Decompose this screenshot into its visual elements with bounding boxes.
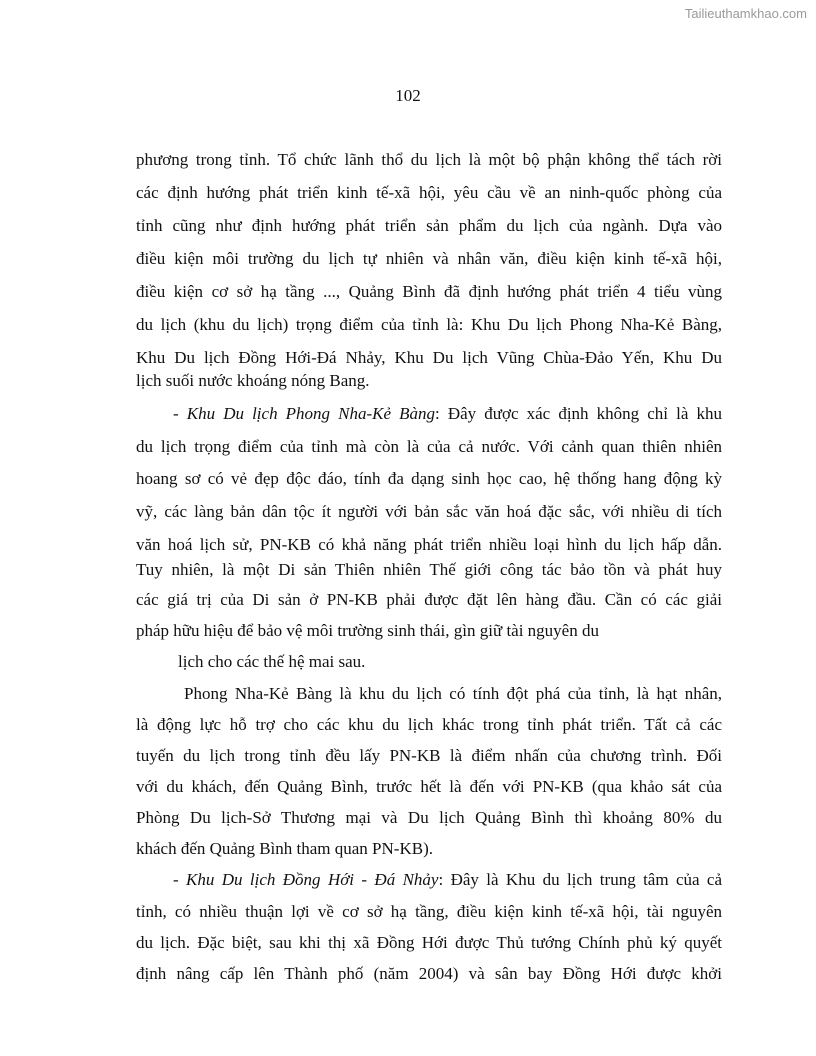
text-line: điều kiện môi trường du lịch tự nhiên và nhân văn, điều kiện kinh tế-xã hội, — [136, 249, 722, 268]
section-heading-line — [173, 404, 722, 424]
text-line: tỉnh, có nhiều thuận lợi về cơ sở hạ tầng, điều kiện kinh tế-xã hội, tài nguyên — [136, 902, 722, 921]
text-line: phương trong tỉnh. Tổ chức lãnh thổ du lịch là một bộ phận không thể tách rời — [136, 150, 722, 169]
text-line: hoang sơ có vẻ đẹp độc đáo, tính đa dạng sinh học cao, hệ thống hang động kỳ — [136, 469, 722, 488]
text-line: Tuy nhiên, là một Di sản Thiên nhiên Thế giới công tác bảo tồn và phát huy — [136, 560, 722, 579]
section-heading-dong-hoi: Khu Du lịch Đồng Hới - Đá Nhảy — [186, 870, 439, 889]
text-line: khách đến Quảng Bình tham quan PN-KB). — [136, 839, 433, 858]
text-span: : Đây là Khu du lịch trung tâm của cả — [438, 870, 723, 889]
text-line: tỉnh cũng như định hướng phát triển sản phẩm du lịch của ngành. Dựa vào — [136, 216, 722, 235]
text-line: lịch cho các thế hệ mai sau. — [178, 652, 366, 671]
text-span: : Đây được xác định không chỉ là khu — [435, 404, 722, 423]
bullet-dash: - — [173, 870, 187, 889]
section-heading-line — [173, 870, 722, 890]
text-line: định nâng cấp lên Thành phố (năm 2004) và sân bay Đồng Hới được khởi — [136, 964, 722, 983]
text-line: là động lực hỗ trợ cho các khu du lịch khác trong tỉnh phát triển. Tất cả các — [136, 715, 722, 734]
text-line: du lịch. Đặc biệt, sau khi thị xã Đồng Hới được Thủ tướng Chính phủ ký quyết — [136, 933, 722, 952]
text-line: Phòng Du lịch-Sở Thương mại và Du lịch Quảng Bình thì khoảng 80% du — [136, 808, 722, 827]
text-line: các giá trị của Di sản ở PN-KB phải được đặt lên hàng đầu. Cần có các giải — [136, 590, 722, 609]
text-line: điều kiện cơ sở hạ tầng ..., Quảng Bình đã định hướng phát triển 4 tiểu vùng — [136, 282, 722, 301]
text-line: lịch suối nước khoáng nóng Bang. — [136, 371, 370, 390]
text-line: vỹ, các làng bản dân tộc ít người với bản sắc văn hoá đặc sắc, với nhiều di tích — [136, 502, 722, 521]
text-line: pháp hữu hiệu để bảo vệ môi trường sinh thái, gìn giữ tài nguyên du — [136, 621, 599, 640]
text-line: văn hoá lịch sử, PN-KB có khả năng phát triển nhiều loại hình du lịch hấp dẫn. — [136, 535, 722, 554]
section-heading-phong-nha: Khu Du lịch Phong Nha-Kẻ Bàng — [186, 404, 436, 423]
watermark-text: Tailieuthamkhao.com — [684, 6, 807, 21]
text-line: Phong Nha-Kẻ Bàng là khu du lịch có tính đột phá của tỉnh, là hạt nhân, — [184, 684, 722, 703]
bullet-dash: - — [173, 404, 187, 423]
text-line: Khu Du lịch Đồng Hới-Đá Nhảy, Khu Du lịch Vũng Chùa-Đảo Yến, Khu Du — [136, 348, 722, 367]
page-number: 102 — [395, 86, 421, 105]
text-line: các định hướng phát triển kinh tế-xã hội, yêu cầu về an ninh-quốc phòng của — [136, 183, 722, 202]
text-line: du lịch trọng điểm của tỉnh mà còn là của cả nước. Với cảnh quan thiên nhiên — [136, 437, 722, 456]
text-line: du lịch (khu du lịch) trọng điểm của tỉnh là: Khu Du lịch Phong Nha-Kẻ Bàng, — [136, 315, 722, 334]
text-line: với du khách, đến Quảng Bình, trước hết là đến với PN-KB (qua khảo sát của — [136, 777, 722, 796]
text-line: tuyến du lịch trong tỉnh đều lấy PN-KB là điểm nhấn của chương trình. Đối — [136, 746, 722, 765]
